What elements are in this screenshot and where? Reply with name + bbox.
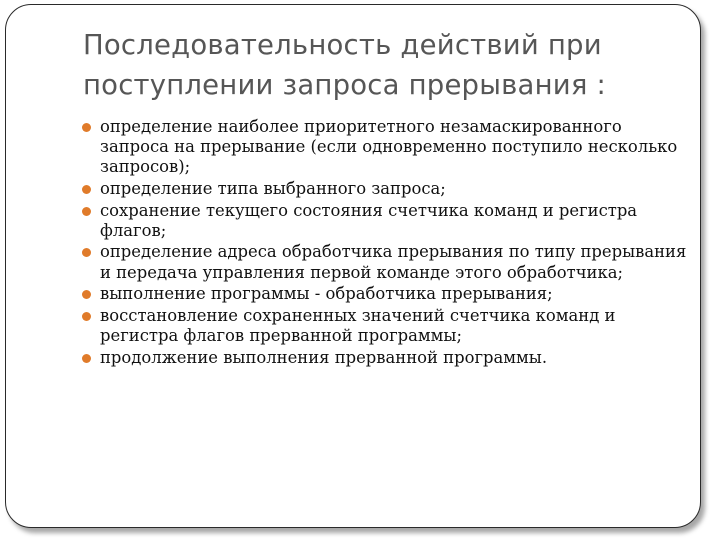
list-item: [80, 201, 690, 241]
list-item-text: продолжение выполнения прерванной программы.: [100, 347, 548, 367]
list-item: [80, 348, 690, 368]
list-item-text: определение наиболее приоритетного незамаскированного запроса на прерывание (если одновременно поступило несколько запросов);: [100, 117, 678, 177]
list-item: [80, 179, 690, 199]
bullet-dot-icon: [82, 207, 91, 216]
list-item: [80, 306, 690, 346]
list-item-text: выполнение программы - обработчика прерывания;: [100, 284, 553, 304]
list-item-text: определение адреса обработчика прерывания по типу прерывания и передача управления первой команде этого обработчика;: [100, 242, 687, 282]
list-item: [80, 284, 690, 304]
bullet-dot-icon: [82, 185, 91, 194]
bullet-list: [80, 117, 690, 369]
list-item: [80, 242, 690, 282]
list-item-text: определение типа выбранного запроса;: [100, 179, 446, 198]
list-item-text: сохранение текущего состояния счетчика команд и регистра флагов;: [100, 200, 638, 240]
title-line-2: поступлении запроса прерывания :: [83, 69, 606, 101]
slide-title: [83, 25, 683, 105]
bullet-dot-icon: [82, 248, 91, 257]
bullet-dot-icon: [82, 312, 91, 321]
list-item: [80, 117, 690, 178]
list-item-text: восстановление сохраненных значений счетчика команд и регистра флагов прерванной программы;: [100, 305, 616, 345]
bullet-dot-icon: [82, 123, 91, 132]
bullet-dot-icon: [82, 354, 91, 363]
bullet-dot-icon: [82, 290, 91, 299]
title-line-1: Последовательность действий при: [83, 29, 602, 61]
